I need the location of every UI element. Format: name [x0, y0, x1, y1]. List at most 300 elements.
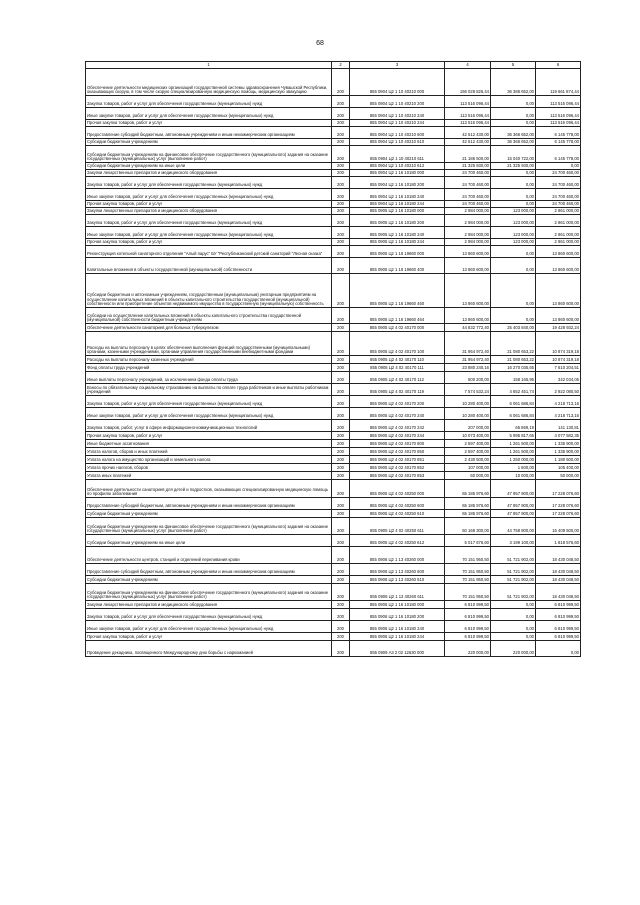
row-budget-code: 855 0905 Ц2 1 16 19660 400 — [350, 258, 445, 274]
table-row — [86, 601, 581, 609]
row-line-code: 200 — [332, 408, 350, 420]
table-row — [86, 108, 581, 120]
row-approved-amount: 21 186 500,00 — [445, 146, 491, 163]
row-remaining-amount: 2 861 000,00 — [536, 215, 581, 227]
row-remaining-amount: 6 810 999,50 — [536, 601, 581, 609]
row-line-code: 200 — [332, 480, 350, 498]
table-row — [86, 258, 581, 274]
row-remaining-amount: 13 860 600,00 — [536, 274, 581, 308]
row-remaining-amount: 1 335 900,00 — [536, 440, 581, 448]
row-approved-amount: 31 954 972,40 — [445, 332, 491, 356]
row-executed-amount: 51 721 902,00 — [491, 576, 536, 584]
row-description: Закупки лекарственных препаратов и медицинского оборудования — [86, 601, 332, 609]
row-approved-amount: 113 516 096,44 — [445, 120, 491, 127]
row-budget-code: 855 0906 Ц2 1 16 10180 000 — [350, 601, 445, 609]
row-approved-amount: 6 810 999,50 — [445, 633, 491, 641]
row-executed-amount: 15 040 722,00 — [491, 146, 536, 163]
table-row — [86, 208, 581, 215]
table-row — [86, 448, 581, 456]
row-executed-amount: 0,00 — [491, 120, 536, 127]
row-executed-amount: 0,00 — [491, 201, 536, 208]
row-remaining-amount: 13 860 600,00 — [536, 246, 581, 258]
row-line-code: 200 — [332, 384, 350, 396]
row-remaining-amount: 50 000,00 — [536, 472, 581, 480]
row-approved-amount: 24 700 460,00 — [445, 170, 491, 177]
row-remaining-amount: 24 700 460,00 — [536, 177, 581, 189]
row-approved-amount: 13 860 600,00 — [445, 308, 491, 324]
row-description: Уплата налога на имущество организаций и земельного налога — [86, 456, 332, 464]
row-executed-amount: 0,00 — [491, 108, 536, 120]
row-approved-amount: 2 984 000,00 — [445, 208, 491, 215]
row-description: Субсидии бюджетным учреждениям — [86, 576, 332, 584]
row-budget-code: 855 0904 Ц2 1 10 40210 600 — [350, 127, 445, 139]
row-executed-amount: 16 270 035,65 — [491, 364, 536, 372]
row-line-code: 200 — [332, 641, 350, 657]
row-description: Проведение декадника, посвященного Международному дню борьбы с наркоманией — [86, 641, 332, 657]
row-budget-code: 855 0904 Ц2 1 10 40210 610 — [350, 139, 445, 146]
row-line-code: 200 — [332, 372, 350, 384]
row-executed-amount: 0,00 — [491, 189, 536, 201]
row-description: Взносы по обязательному социальному страхованию на выплаты по оплате труда работников и иные выплаты работникам учреждений — [86, 384, 332, 396]
row-description: Иные закупки товаров, работ и услуг для обеспечения государственных (муниципальных) нужд — [86, 621, 332, 633]
row-description: Иные закупки товаров, работ и услуг для обеспечения государственных (муниципальных) нужд — [86, 108, 332, 120]
row-budget-code: 855 0905 Ц2 1 16 19660 000 — [350, 246, 445, 258]
row-line-code: 200 — [332, 498, 350, 510]
table-row — [86, 408, 581, 420]
row-executed-amount: 36 366 652,00 — [491, 127, 536, 139]
row-approved-amount: 2 984 000,00 — [445, 239, 491, 246]
table-row — [86, 96, 581, 108]
table-row — [86, 633, 581, 641]
row-budget-code: 855 0905 Ц2 4 02 40250 612 — [350, 535, 445, 547]
row-remaining-amount: 113 516 096,44 — [536, 96, 581, 108]
table-row — [86, 480, 581, 498]
row-approved-amount: 107 000,00 — [445, 464, 491, 472]
row-remaining-amount: 18 430 048,50 — [536, 584, 581, 601]
row-description: Субсидии бюджетным учреждениям на иные цели — [86, 535, 332, 547]
row-executed-amount: 51 721 902,00 — [491, 564, 536, 576]
row-remaining-amount: 10 874 319,18 — [536, 332, 581, 356]
row-budget-code: 855 0905 Ц2 4 02 40170 119 — [350, 384, 445, 396]
row-executed-amount: 0,00 — [491, 601, 536, 609]
row-approved-amount: 6 810 999,50 — [445, 609, 491, 621]
row-line-code: 200 — [332, 246, 350, 258]
row-approved-amount: 31 954 972,40 — [445, 356, 491, 364]
row-executed-amount: 36 366 652,00 — [491, 139, 536, 146]
row-budget-code: 855 0905 Ц2 1 16 10180 240 — [350, 227, 445, 239]
row-description: Прочая закупка товаров, работ и услуг — [86, 432, 332, 440]
row-description: Субсидии на осуществление капитальных вложений в объекты капитального строительства государственной (муниципальной) собственности бюджетным учреждениям — [86, 308, 332, 324]
row-line-code: 200 — [332, 535, 350, 547]
row-budget-code: 855 0905 Ц2 4 02 40170 800 — [350, 440, 445, 448]
row-line-code: 200 — [332, 239, 350, 246]
row-budget-code: 855 0905 Ц2 1 16 10180 200 — [350, 215, 445, 227]
row-description: Фонд оплаты труда учреждений — [86, 364, 332, 372]
row-remaining-amount: 6 810 999,50 — [536, 621, 581, 633]
table-header-row — [86, 62, 581, 69]
row-description: Обеспечение деятельности центров, станций и отделений переливания крови — [86, 547, 332, 564]
row-executed-amount: 47 957 900,00 — [491, 498, 536, 510]
table-row — [86, 189, 581, 201]
row-approved-amount: 44 832 772,40 — [445, 324, 491, 332]
row-description: Субсидии бюджетным учреждениям на финансовое обеспечение государственного (муниципального) задания на оказание государственных (муниципальных) услуг (выполнение работ) — [86, 146, 332, 163]
row-approved-amount: 24 700 460,00 — [445, 189, 491, 201]
table-row — [86, 564, 581, 576]
row-description: Прочая закупка товаров, работ и услуг — [86, 633, 332, 641]
row-approved-amount: 500 200,00 — [445, 372, 491, 384]
table-row — [86, 324, 581, 332]
row-remaining-amount: 6 145 778,00 — [536, 146, 581, 163]
table-row — [86, 396, 581, 408]
table-row — [86, 464, 581, 472]
table-row — [86, 498, 581, 510]
header-col-5: 5 — [491, 62, 536, 69]
row-approved-amount: 2 984 000,00 — [445, 227, 491, 239]
row-line-code: 200 — [332, 621, 350, 633]
table-row — [86, 641, 581, 657]
row-line-code: 200 — [332, 69, 350, 96]
row-remaining-amount: 2 922 080,50 — [536, 384, 581, 396]
row-approved-amount: 10 280 400,00 — [445, 408, 491, 420]
row-budget-code: 855 0904 Ц2 1 10 40210 611 — [350, 146, 445, 163]
row-approved-amount: 2 984 000,00 — [445, 215, 491, 227]
row-line-code: 200 — [332, 177, 350, 189]
row-remaining-amount: 15 409 500,00 — [536, 518, 581, 535]
header-col-2: 2 — [332, 62, 350, 69]
row-description: Иные выплаты персоналу учреждений, за исключением фонда оплаты труда — [86, 372, 332, 384]
row-description: Закупки лекарственных препаратов и медицинского оборудования — [86, 208, 332, 215]
row-budget-code: 855 0905 Ц2 4 02 40170 851 — [350, 456, 445, 464]
row-line-code: 200 — [332, 201, 350, 208]
table-row — [86, 576, 581, 584]
table-row — [86, 472, 581, 480]
table-row — [86, 440, 581, 448]
row-budget-code: 855 0905 Ц2 4 02 40170 242 — [350, 420, 445, 432]
row-approved-amount: 13 860 600,00 — [445, 274, 491, 308]
row-budget-code: 855 0905 Ц2 4 02 40170 853 — [350, 472, 445, 480]
row-remaining-amount: 113 516 096,44 — [536, 120, 581, 127]
row-budget-code: 855 0904 Ц2 1 10 40210 244 — [350, 120, 445, 127]
row-approved-amount: 10 073 400,00 — [445, 432, 491, 440]
row-approved-amount: 6 810 999,50 — [445, 621, 491, 633]
row-remaining-amount: 2 861 000,00 — [536, 208, 581, 215]
row-budget-code: 855 0904 Ц2 1 16 10180 240 — [350, 189, 445, 201]
row-executed-amount: 123 000,00 — [491, 227, 536, 239]
row-description: Предоставление субсидий бюджетным, автономным учреждениям и иным некоммерческим организациям — [86, 564, 332, 576]
table-row — [86, 127, 581, 139]
row-remaining-amount: 7 610 204,51 — [536, 364, 581, 372]
row-executed-amount: 6 061 686,84 — [491, 408, 536, 420]
row-approved-amount: 220 000,00 — [445, 641, 491, 657]
row-executed-amount: 220 000,00 — [491, 641, 536, 657]
row-line-code: 200 — [332, 163, 350, 170]
row-remaining-amount: 19 428 932,24 — [536, 324, 581, 332]
row-line-code: 200 — [332, 356, 350, 364]
row-description: Обеспечение деятельности медицинских организаций государственной системы здравоохранения Чувашской Республики, оказывающих скорую, в том числе скорую специализированную медицинскую помощь, медицинскую эвакуацию — [86, 69, 332, 96]
row-executed-amount: 4 652 451,74 — [491, 384, 536, 396]
row-line-code: 200 — [332, 139, 350, 146]
row-description: Капитальные вложения в объекты государственной (муниципальной) собственности — [86, 258, 332, 274]
table-row — [86, 163, 581, 170]
row-remaining-amount: 1 180 500,00 — [536, 456, 581, 464]
row-line-code: 200 — [332, 189, 350, 201]
table-row — [86, 69, 581, 96]
row-line-code: 200 — [332, 432, 350, 440]
row-line-code: 200 — [332, 108, 350, 120]
row-description: Закупка товаров, работ, услуг в сфере информационно-коммуникационных технологий — [86, 420, 332, 432]
row-budget-code: 855 0904 Ц2 1 10 40210 000 — [350, 69, 445, 96]
table-row — [86, 274, 581, 308]
row-description: Субсидии бюджетным и автономным учреждениям, государственным (муниципальным) унитарным предприятиям на осуществление капитальных вложений в объекты капитального строительства государственной (муниципальной) собственности или приобретение объектов недвижимого имущества в государственную (муниципальную) собственность — [86, 274, 332, 308]
row-remaining-amount: 4 218 713,16 — [536, 408, 581, 420]
table-row — [86, 609, 581, 621]
table-row — [86, 456, 581, 464]
row-budget-code: 855 0905 Ц2 1 16 19660 460 — [350, 274, 445, 308]
row-approved-amount: 207 000,00 — [445, 420, 491, 432]
row-budget-code: 855 0905 Ц2 4 02 40170 111 — [350, 364, 445, 372]
row-executed-amount: 1 261 500,00 — [491, 448, 536, 456]
row-budget-code: 855 0904 Ц2 1 10 40210 240 — [350, 108, 445, 120]
row-line-code: 200 — [332, 332, 350, 356]
row-budget-code: 855 0905 Ц2 1 16 10180 000 — [350, 208, 445, 215]
row-description: Закупка товаров, работ и услуг для обеспечения государственных (муниципальных) нужд — [86, 96, 332, 108]
row-description: Субсидии бюджетным учреждениям — [86, 510, 332, 518]
row-budget-code: 855 0905 Ц2 4 02 40170 244 — [350, 432, 445, 440]
row-executed-amount: 6 061 686,84 — [491, 396, 536, 408]
row-budget-code: 855 0909 А3 2 02 12630 000 — [350, 641, 445, 657]
row-line-code: 200 — [332, 633, 350, 641]
row-description: Прочая закупка товаров, работ и услуг — [86, 201, 332, 208]
row-approved-amount: 2 430 500,00 — [445, 456, 491, 464]
row-approved-amount: 7 574 532,24 — [445, 384, 491, 396]
row-remaining-amount: 342 034,05 — [536, 372, 581, 384]
row-line-code: 200 — [332, 456, 350, 464]
row-description: Субсидии бюджетным учреждениям на иные цели — [86, 163, 332, 170]
row-remaining-amount: 113 516 096,44 — [536, 108, 581, 120]
row-budget-code: 855 0906 Ц2 1 13 40260 611 — [350, 584, 445, 601]
row-line-code: 200 — [332, 127, 350, 139]
row-remaining-amount: 0,00 — [536, 641, 581, 657]
row-executed-amount: 0,00 — [491, 274, 536, 308]
row-executed-amount: 10 000,00 — [491, 472, 536, 480]
row-remaining-amount: 10 874 319,18 — [536, 356, 581, 364]
row-approved-amount: 10 280 400,00 — [445, 396, 491, 408]
row-executed-amount: 3 199 100,00 — [491, 535, 536, 547]
table-row — [86, 139, 581, 146]
row-budget-code: 855 0905 Ц2 1 16 10180 244 — [350, 239, 445, 246]
row-budget-code: 855 0905 Ц2 4 02 40250 600 — [350, 498, 445, 510]
row-remaining-amount: 6 145 778,00 — [536, 127, 581, 139]
row-approved-amount: 65 185 976,60 — [445, 510, 491, 518]
row-executed-amount: 25 403 840,00 — [491, 324, 536, 332]
row-approved-amount: 6 810 999,50 — [445, 601, 491, 609]
row-line-code: 200 — [332, 308, 350, 324]
row-remaining-amount: 17 228 076,60 — [536, 510, 581, 518]
row-description: Закупка товаров, работ и услуг для обеспечения государственных (муниципальных) нужд — [86, 396, 332, 408]
table-row — [86, 372, 581, 384]
row-remaining-amount: 18 430 048,50 — [536, 564, 581, 576]
row-description: Субсидии бюджетным учреждениям — [86, 139, 332, 146]
table-row — [86, 177, 581, 189]
row-line-code: 200 — [332, 324, 350, 332]
row-line-code: 200 — [332, 274, 350, 308]
row-description: Обеспечение деятельности санаториев для детей и подростков, оказывающих специализированную медицинскую помощь по профилю заболевания — [86, 480, 332, 498]
page-number: 68 — [316, 40, 324, 47]
row-executed-amount: 5 995 817,65 — [491, 432, 536, 440]
row-approved-amount: 42 512 430,00 — [445, 139, 491, 146]
row-remaining-amount: 4 218 713,16 — [536, 396, 581, 408]
table-row — [86, 364, 581, 372]
row-remaining-amount: 141 130,81 — [536, 420, 581, 432]
row-description: Закупка товаров, работ и услуг для обеспечения государственных (муниципальных) нужд — [86, 215, 332, 227]
row-executed-amount: 0,00 — [491, 633, 536, 641]
row-line-code: 200 — [332, 448, 350, 456]
row-budget-code: 855 0904 Ц2 1 16 10180 200 — [350, 177, 445, 189]
row-approved-amount: 65 185 976,60 — [445, 498, 491, 510]
row-remaining-amount: 13 860 600,00 — [536, 308, 581, 324]
row-approved-amount: 60 000,00 — [445, 472, 491, 480]
row-approved-amount: 21 325 930,00 — [445, 163, 491, 170]
row-line-code: 200 — [332, 396, 350, 408]
table-row — [86, 215, 581, 227]
row-budget-code: 855 0906 Ц2 1 16 10180 244 — [350, 633, 445, 641]
row-description: Субсидии бюджетным учреждениям на финансовое обеспечение государственного (муниципального) задания на оказание государственных (муниципальных) услуг (выполнение работ) — [86, 518, 332, 535]
header-col-3: 3 — [350, 62, 445, 69]
row-budget-code: 855 0904 Ц2 1 16 10180 000 — [350, 170, 445, 177]
row-description: Реконструкция котельной санаторного отделения "Алый парус" БУ "Республиканский детский санаторий "Лесная сказка" — [86, 246, 332, 258]
row-approved-amount: 23 880 240,16 — [445, 364, 491, 372]
row-remaining-amount: 17 228 076,60 — [536, 480, 581, 498]
row-executed-amount: 36 386 652,00 — [491, 69, 536, 96]
row-budget-code: 855 0905 Ц2 4 02 40250 610 — [350, 510, 445, 518]
row-executed-amount: 0,00 — [491, 609, 536, 621]
table-row — [86, 432, 581, 440]
row-description: Уплата прочих налогов, сборов — [86, 464, 332, 472]
row-line-code: 200 — [332, 518, 350, 535]
row-budget-code: 855 0906 Ц2 1 13 40260 600 — [350, 564, 445, 576]
row-line-code: 200 — [332, 208, 350, 215]
row-executed-amount: 0,00 — [491, 177, 536, 189]
row-budget-code: 855 0904 Ц2 1 16 10180 244 — [350, 201, 445, 208]
table-row — [86, 547, 581, 564]
row-budget-code: 855 0906 Ц2 1 16 10180 200 — [350, 609, 445, 621]
budget-table — [85, 61, 581, 657]
header-col-6: 6 — [536, 62, 581, 69]
row-remaining-amount: 17 228 076,60 — [536, 498, 581, 510]
row-line-code: 200 — [332, 609, 350, 621]
row-description: Иные бюджетные ассигнования — [86, 440, 332, 448]
row-executed-amount: 51 721 902,00 — [491, 584, 536, 601]
table-row — [86, 584, 581, 601]
row-remaining-amount: 24 700 460,00 — [536, 170, 581, 177]
row-approved-amount: 24 700 460,00 — [445, 177, 491, 189]
row-approved-amount: 24 700 460,00 — [445, 201, 491, 208]
row-approved-amount: 70 151 950,50 — [445, 576, 491, 584]
row-executed-amount: 1 250 000,00 — [491, 456, 536, 464]
row-remaining-amount: 2 861 000,00 — [536, 227, 581, 239]
table-row — [86, 332, 581, 356]
row-line-code: 200 — [332, 120, 350, 127]
row-budget-code: 855 0905 Ц2 4 02 40170 110 — [350, 356, 445, 364]
header-col-1: 1 — [86, 62, 332, 69]
row-executed-amount: 123 000,00 — [491, 215, 536, 227]
row-approved-amount: 13 860 600,00 — [445, 258, 491, 274]
row-budget-code: 855 0906 Ц2 1 13 40260 610 — [350, 576, 445, 584]
row-remaining-amount: 1 818 576,60 — [536, 535, 581, 547]
row-line-code: 200 — [332, 227, 350, 239]
table-row — [86, 420, 581, 432]
row-budget-code: 855 0905 Ц2 4 02 40170 850 — [350, 448, 445, 456]
row-description: Закупка товаров, работ и услуг для обеспечения государственных (муниципальных) нужд — [86, 609, 332, 621]
row-description: Предоставление субсидий бюджетным, автономным учреждениям и иным некоммерческим организациям — [86, 498, 332, 510]
row-remaining-amount: 24 700 460,00 — [536, 189, 581, 201]
row-approved-amount: 70 151 950,50 — [445, 547, 491, 564]
table-row — [86, 146, 581, 163]
row-line-code: 200 — [332, 564, 350, 576]
row-budget-code: 855 0905 Ц2 4 02 40170 240 — [350, 408, 445, 420]
row-approved-amount: 2 597 400,00 — [445, 448, 491, 456]
row-line-code: 200 — [332, 547, 350, 564]
row-executed-amount: 0,00 — [491, 308, 536, 324]
row-executed-amount: 47 957 900,00 — [491, 510, 536, 518]
row-budget-code: 855 0905 Ц2 4 02 40170 852 — [350, 464, 445, 472]
row-budget-code: 855 0905 Ц2 1 16 19660 464 — [350, 308, 445, 324]
table-row — [86, 246, 581, 258]
row-description: Расходы на выплаты персоналу казенных учреждений — [86, 356, 332, 364]
row-approved-amount: 113 516 096,44 — [445, 96, 491, 108]
row-executed-amount: 0,00 — [491, 246, 536, 258]
row-line-code: 200 — [332, 440, 350, 448]
row-description: Иные закупки товаров, работ и услуг для обеспечения государственных (муниципальных) нужд — [86, 189, 332, 201]
table-row — [86, 201, 581, 208]
row-budget-code: 855 0905 Ц2 4 02 40170 000 — [350, 324, 445, 332]
row-line-code: 200 — [332, 601, 350, 609]
row-description: Прочая закупка товаров, работ и услуг — [86, 239, 332, 246]
table-row — [86, 227, 581, 239]
table-row — [86, 308, 581, 324]
row-remaining-amount: 105 400,00 — [536, 464, 581, 472]
row-approved-amount: 113 516 096,44 — [445, 108, 491, 120]
row-executed-amount: 47 957 900,00 — [491, 480, 536, 498]
row-description: Прочая закупка товаров, работ и услуг — [86, 120, 332, 127]
row-line-code: 200 — [332, 510, 350, 518]
row-executed-amount: 0,00 — [491, 621, 536, 633]
row-executed-amount: 123 000,00 — [491, 208, 536, 215]
row-approved-amount: 42 512 430,00 — [445, 127, 491, 139]
row-remaining-amount: 119 661 874,44 — [536, 69, 581, 96]
row-executed-amount: 44 758 800,00 — [491, 518, 536, 535]
table-row — [86, 621, 581, 633]
row-remaining-amount: 13 860 600,00 — [536, 258, 581, 274]
row-line-code: 200 — [332, 584, 350, 601]
row-executed-amount: 1 500,00 — [491, 464, 536, 472]
row-remaining-amount: 2 861 000,00 — [536, 239, 581, 246]
row-line-code: 200 — [332, 215, 350, 227]
row-remaining-amount: 6 145 778,00 — [536, 139, 581, 146]
row-budget-code: 855 0905 Ц2 4 02 40170 200 — [350, 396, 445, 408]
header-col-4: 4 — [445, 62, 491, 69]
row-executed-amount: 51 721 902,00 — [491, 547, 536, 564]
row-budget-code: 855 0904 Ц2 1 10 40210 200 — [350, 96, 445, 108]
table-row — [86, 535, 581, 547]
row-line-code: 200 — [332, 170, 350, 177]
row-executed-amount: 65 869,19 — [491, 420, 536, 432]
row-description: Закупка товаров, работ и услуг для обеспечения государственных (муниципальных) нужд — [86, 177, 332, 189]
row-executed-amount: 21 080 653,22 — [491, 332, 536, 356]
row-executed-amount: 1 261 500,00 — [491, 440, 536, 448]
row-line-code: 200 — [332, 258, 350, 274]
row-approved-amount: 13 860 600,00 — [445, 246, 491, 258]
